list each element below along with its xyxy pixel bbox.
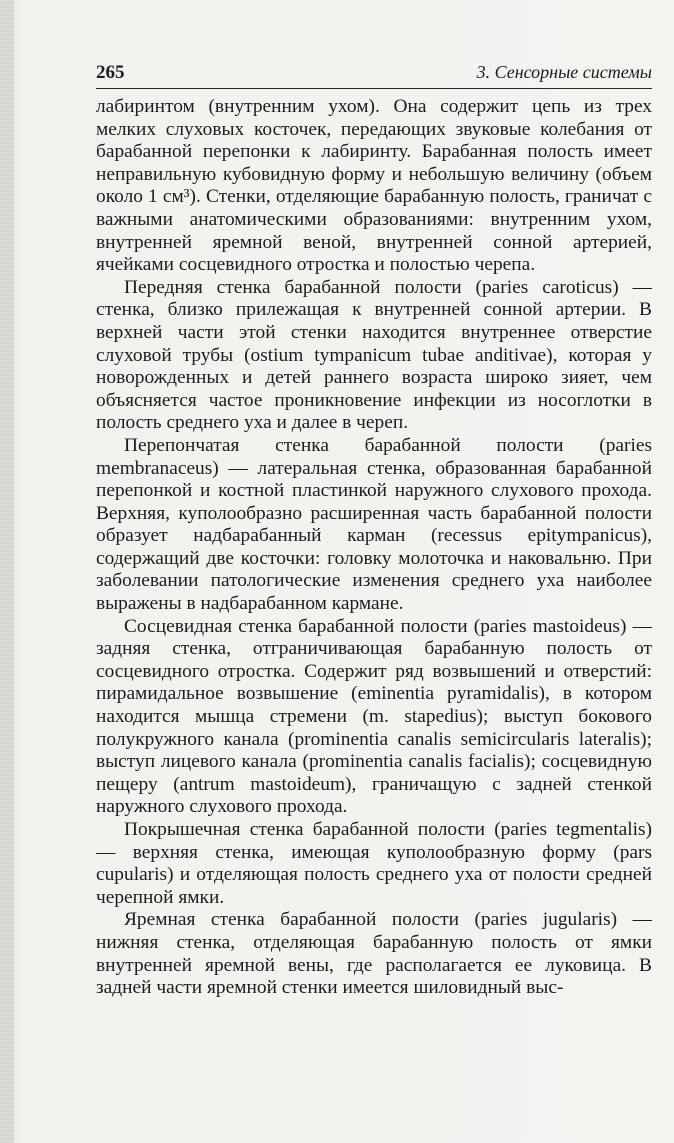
page-number: 265 xyxy=(96,62,125,83)
paragraph: Сосцевидная стенка барабанной полости (paries mastoideus) — задняя стенка, отграничивающая барабанную полость от сосцевидного отростка. Содержит ряд возвышений и отверстий: пирамидальное возвышение (eminentia pyramidalis), в котором находится мышца стремени (m. stapedius); выступ бокового полукружного канала (prominentia canalis semicircularis lateralis); выступ лицевого канала (prominentia canalis facialis); сосцевидную пещеру (antrum mastoideum), граничащую с задней стенкой наружного слухового прохода. xyxy=(96,615,652,818)
page-header xyxy=(96,58,652,89)
body-text xyxy=(96,96,652,1000)
book-spine-shadow xyxy=(0,0,14,1143)
paragraph: Покрышечная стенка барабанной полости (paries tegmentalis) — верхняя стенка, имеющая куполообразную форму (pars cupularis) и отделяющая полость среднего уха от полости средней черепной ямки. xyxy=(96,819,652,908)
paragraph: Перепончатая стенка барабанной полости (paries membranaceus) — латеральная стенка, образованная барабанной перепонкой и костной пластинкой наружного слухового прохода. Верхняя, куполообразно расширенная часть барабанной полости образует надбарабанный карман (recessus epitympanicus), содержащий две косточки: головку молоточка и наковальню. При заболевании патологические изменения среднего уха наиболее выражены в надбарабанном кармане. xyxy=(96,434,652,615)
paragraph: лабиринтом (внутренним ухом). Она содержит цепь из трех мелких слуховых косточек, передающих звуковые колебания от барабанной перепонки к лабиринту. Барабанная полость имеет неправильную кубовидную форму и небольшую величину (объем около 1 см³). Стенки, отделяющие барабанную полость, граничат с важными анатомическими образованиями: внутренним ухом, внутренней яремной веной, внутренней сонной артерией, ячейками сосцевидного отростка и полостью черепа. xyxy=(96,96,652,276)
paragraph: Передняя стенка барабанной полости (paries caroticus) — стенка, близко прилежащая к внутренней сонной артерии. В верхней части этой стенки находится внутреннее отверстие слуховой трубы (ostium tympanicum tubae anditivae), которая у новорожденных и детей раннего возраста широко зияет, чем объясняется частое проникновение инфекции из носоглотки в полость среднего уха и далее в череп. xyxy=(96,276,652,434)
running-head: 3. Сенсорные системы xyxy=(476,62,652,82)
paragraph: Яремная стенка барабанной полости (paries jugularis) — нижняя стенка, отделяющая барабанную полость от ямки внутренней яремной вены, где располагается ее луковица. В задней части яремной стенки имеется шиловидный выс- xyxy=(96,909,652,999)
